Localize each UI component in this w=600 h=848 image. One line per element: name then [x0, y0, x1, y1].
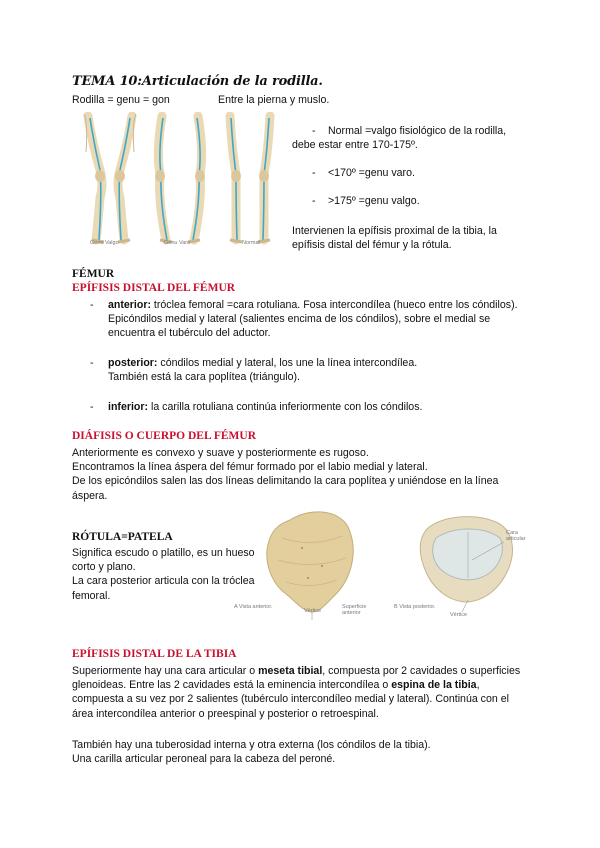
leg-pair-varo	[155, 116, 205, 242]
femur-item-inferior: - inferior: la carilla rotuliana continúa inferiormente con los cóndilos.	[90, 401, 423, 413]
caption-valgo: Genu Valgo	[90, 240, 119, 246]
femur-item-posterior: - posterior: cóndilos medial y lateral, los une la línea intercondílea. También está la cara poplítea (triángulo).	[90, 357, 418, 384]
legs-illustration	[78, 112, 282, 252]
knee-note-varo: - <170º =genu varo.	[312, 167, 415, 179]
femur-heading: FÉMUR	[72, 268, 115, 280]
patella-heading: RÓTULA=PATELA	[72, 531, 173, 543]
femur-diaphysis-heading: DIÁFISIS O CUERPO DEL FÉMUR	[72, 430, 257, 442]
knee-note-valgo: - >175º =genu valgo.	[312, 195, 420, 207]
leg-pair-normal	[230, 116, 270, 242]
leg-pair-valgo	[84, 114, 136, 242]
patella-label-a: A Vista anterior.	[234, 604, 273, 610]
knee-note-normal: - Normal =valgo fisiológico de la rodilla, debe estar entre 170-175º.	[292, 125, 507, 152]
patella-label-vertex-b: Vértice	[450, 612, 468, 618]
tibia-paragraph-2: También hay una tuberosidad interna y otra externa (los cóndilos de la tibia). Una carilla articular peroneal para la cabeza del peroné.	[72, 739, 431, 766]
patella-label-cara: Cara articular	[506, 530, 526, 542]
femur-diaphysis-text: Anteriormente es convexo y suave y posteriormente es rugoso. Encontramos la línea áspera del fémur formado por el labio medial y lateral. De los epicóndilos salen las dos líneas delimitando la cara poplítea y uniéndose en la línea áspera.	[72, 447, 499, 502]
patella-label-surface: Superficie anterior	[342, 604, 367, 616]
legs-figure	[78, 112, 282, 252]
intro-left: Rodilla = genu = gon	[72, 94, 170, 106]
caption-normal: Normal	[242, 240, 260, 246]
page-title: TEMA 10:Articulación de la rodilla.	[72, 74, 323, 89]
patella-text: Significa escudo o platillo, es un hueso corto y plano. La cara posterior articula con la tróclea femoral.	[72, 547, 255, 602]
intro-right: Entre la pierna y muslo.	[218, 94, 330, 106]
femur-epiphysis-heading: EPÍFISIS DISTAL DEL FÉMUR	[72, 282, 236, 294]
caption-varo: Genu Varo	[164, 240, 191, 246]
femur-item-anterior: - anterior: tróclea femoral =cara rotuliana. Fosa intercondílea (hueco entre los cóndilos). Epicóndilos medial y lateral (salientes encima de los cóndilos), sobre el medial se encuentra el tubérculo del aductor.	[90, 299, 518, 340]
patella-label-b: B Vista posterior.	[394, 604, 436, 610]
tibia-heading: EPÍFISIS DISTAL DE LA TIBIA	[72, 648, 237, 660]
knee-intervene: Intervienen la epífisis proximal de la tibia, la epífisis distal del fémur y la rótula.	[292, 225, 497, 252]
patella-label-vertex-a: Vértice	[304, 608, 322, 614]
patella-figure	[232, 508, 532, 626]
tibia-paragraph-1: Superiormente hay una cara articular o meseta tibial, compuesta por 2 cavidades o superficies glenoideas. Entre las 2 cavidades está la eminencia intercondílea o espina de la tibia, compuesta a su vez por 2 salientes (tubérculo intercondíleo medial y lateral). Continúa con el área intercondílea anterior o preespinal y posterior o retroespinal.	[72, 665, 521, 720]
